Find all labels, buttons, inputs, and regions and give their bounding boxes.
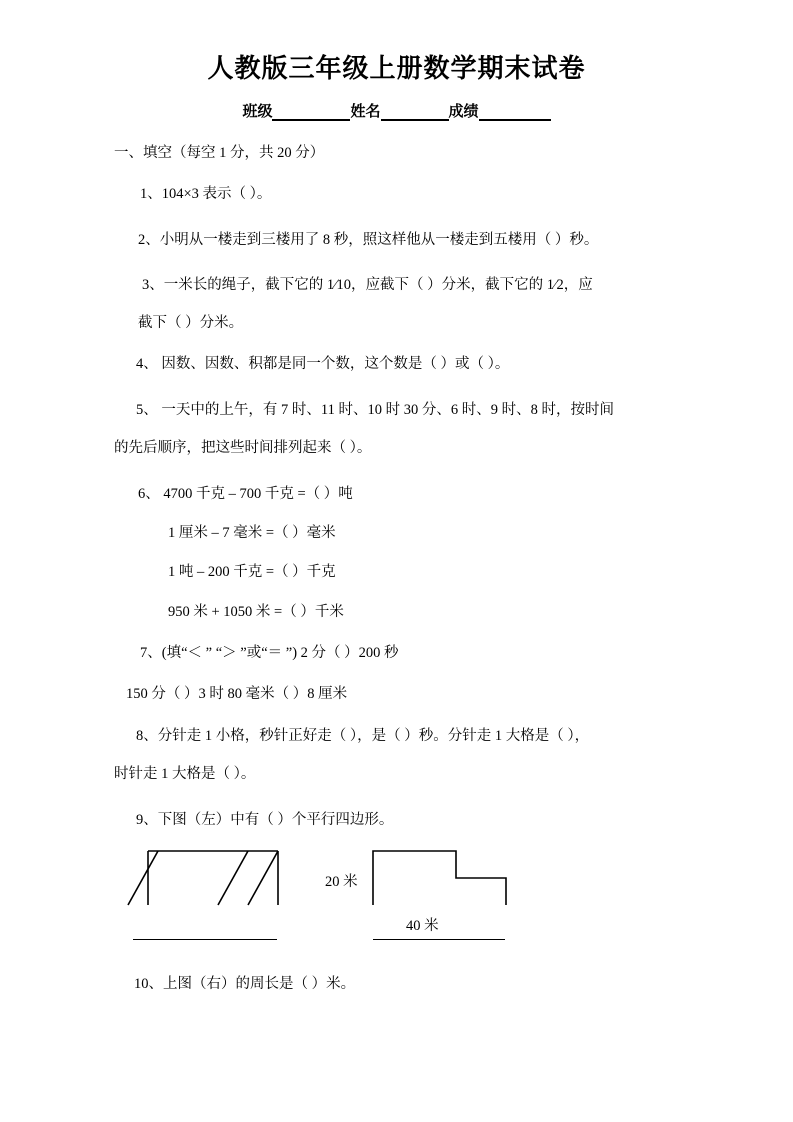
- question-10: 10、上图（右）的周长是（ ）米。: [134, 976, 356, 992]
- question-7-line-2: 150 分（ ）3 时 80 毫米（ ）8 厘米: [126, 686, 348, 702]
- score-field-label: 成绩: [448, 102, 479, 120]
- step-figure-height-label: 20 米: [325, 874, 358, 890]
- section-heading-fill-in-blanks: 一、填空（每空 1 分，共 20 分）: [114, 145, 325, 161]
- question-2: 2、小明从一楼走到三楼用了 8 秒，照这样他从一楼走到五楼用（ ）秒。: [138, 232, 599, 248]
- question-3-line-2: 截下（ ）分米。: [138, 315, 244, 331]
- left-figure-caption-rule: [133, 939, 277, 940]
- question-6-line-1: 6、 4700 千克 – 700 千克 =（ ）吨: [138, 486, 353, 502]
- question-9: 9、下图（左）中有（ ）个平行四边形。: [136, 812, 394, 828]
- class-field-blank[interactable]: [272, 105, 350, 121]
- question-6-line-3: 1 吨 – 200 千克 =（ ）千克: [168, 564, 336, 580]
- question-5-line-1: 5、 一天中的上午，有 7 时、11 时、10 时 30 分、6 时、9 时、8 时，按时间: [136, 402, 614, 418]
- question-3-line-1: 3、一米长的绳子，截下它的 1⁄10，应截下（ ）分米，截下它的 1⁄2，应: [142, 277, 593, 293]
- parallelogram-figure: [120, 845, 295, 915]
- name-field-label: 姓名: [350, 102, 381, 120]
- question-6-line-2: 1 厘米 – 7 毫米 =（ ）毫米: [168, 525, 336, 541]
- question-1: 1、104×3 表示（ ）。: [140, 186, 272, 202]
- page-title: 人教版三年级上册数学期末试卷: [207, 54, 586, 84]
- question-5-line-2: 的先后顺序，把这些时间排列起来（ ）。: [114, 440, 372, 456]
- score-field-blank[interactable]: [479, 105, 551, 121]
- right-figure-caption-rule: [373, 939, 505, 940]
- step-polygon-figure: [368, 845, 513, 915]
- step-figure-width-label: 40 米: [406, 918, 439, 934]
- class-field-label: 班级: [242, 102, 273, 120]
- question-6-line-4: 950 米 + 1050 米 =（ ）千米: [168, 604, 344, 620]
- name-field-blank[interactable]: [381, 105, 449, 121]
- header-fields: [0, 100, 793, 121]
- question-8-line-2: 时针走 1 大格是（ ）。: [114, 766, 256, 782]
- question-4: 4、 因数、因数、积都是同一个数，这个数是（ ）或（ ）。: [136, 356, 510, 372]
- question-7-line-1: 7、(填“＜ ” “＞ ”或“＝ ”) 2 分（ ）200 秒: [140, 645, 399, 661]
- question-8-line-1: 8、分针走 1 小格，秒针正好走（ ），是（ ）秒。分针走 1 大格是（ ），: [136, 728, 590, 744]
